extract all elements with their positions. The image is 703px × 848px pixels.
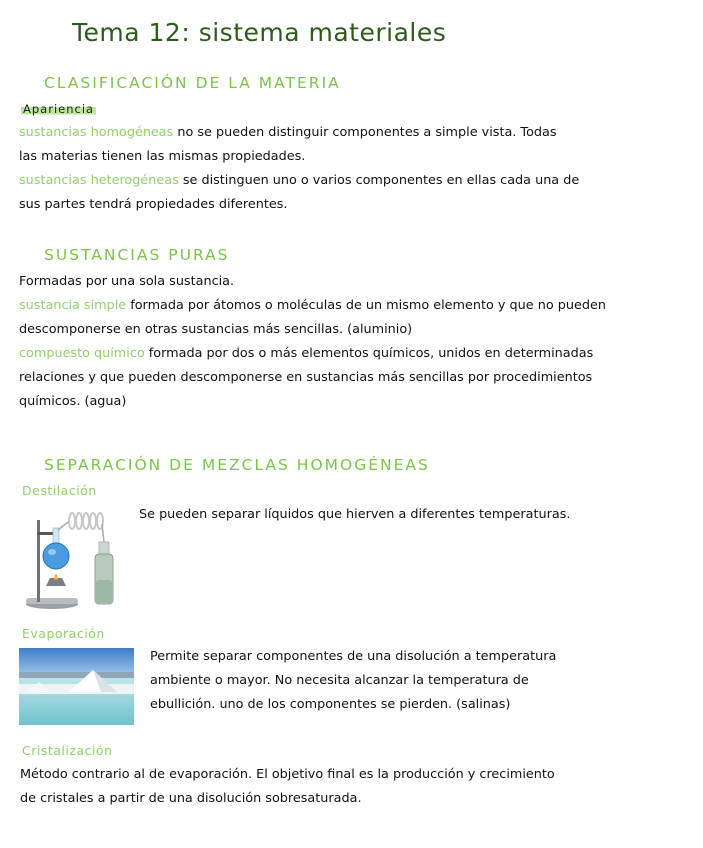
text-compuesto-quimico-cont1: relaciones y que pueden descomponerse en sustancias más sencillas por procedimientos — [19, 370, 593, 385]
term-compuesto-quimico: compuesto químico — [19, 346, 145, 361]
term-sustancia-simple: sustancia simple — [19, 298, 127, 313]
method-name-destilacion: Destilación — [22, 483, 97, 498]
section-heading-separacion: SEPARACIÓN DE MEZCLAS HOMOGÉNEAS — [44, 456, 430, 474]
text-sustancia-simple: formada por átomos o moléculas de un mismo elemento y que no pueden — [126, 298, 606, 313]
text-homogeneas: no se pueden distinguir componentes a simple vista. Todas — [173, 125, 557, 140]
intro-sustancias-puras: Formadas por una sola sustancia. — [19, 274, 235, 289]
text-sustancia-simple-cont: descomponerse en otras sustancias más sencillas. (aluminio) — [19, 322, 413, 337]
method-name-cristalizacion: Cristalización — [22, 743, 113, 758]
section-heading-sustancias-puras: SUSTANCIAS PURAS — [44, 246, 230, 264]
text-heterogeneas-cont: sus partes tendrá propiedades diferentes. — [19, 197, 288, 212]
text-compuesto-quimico: formada por dos o más elementos químicos, unidos en determinadas — [144, 346, 594, 361]
text-compuesto-quimico-cont2: químicos. (agua) — [19, 394, 127, 409]
term-heterogeneas: sustancias heterogéneas — [19, 173, 179, 188]
method-name-evaporacion: Evaporación — [22, 626, 105, 641]
salt-flats-photo-icon — [19, 648, 134, 725]
text-homogeneas-cont: las materias tienen las mismas propiedades. — [19, 149, 306, 164]
text-evaporacion: Permite separar componentes de una disolución a temperatura ambiente o mayor. No necesita alcanzar la temperatura de ebullición. uno de los componentes se pierden. (salinas) — [150, 649, 557, 712]
text-heterogeneas: se distinguen uno o varios componentes en ellas cada una de — [178, 173, 580, 188]
page-title: Tema 12: sistema materiales — [72, 18, 447, 47]
section-heading-clasificacion: CLASIFICACIÓN DE LA MATERIA — [44, 74, 341, 92]
term-homogeneas: sustancias homogéneas — [19, 125, 174, 140]
paragraph-homogeneas — [19, 121, 699, 169]
text-destilacion: Se pueden separar líquidos que hierven a diferentes temperaturas. — [139, 507, 571, 522]
label-apariencia: Apariencia — [23, 102, 95, 116]
paragraph-heterogeneas — [19, 169, 699, 217]
text-cristalizacion: Método contrario al de evaporación. El objetivo final es la producción y crecimiento de cristales a partir de una disolución sobresaturada. — [20, 767, 555, 806]
distillation-icon — [20, 508, 120, 611]
paragraph-sustancias-puras — [19, 270, 699, 414]
